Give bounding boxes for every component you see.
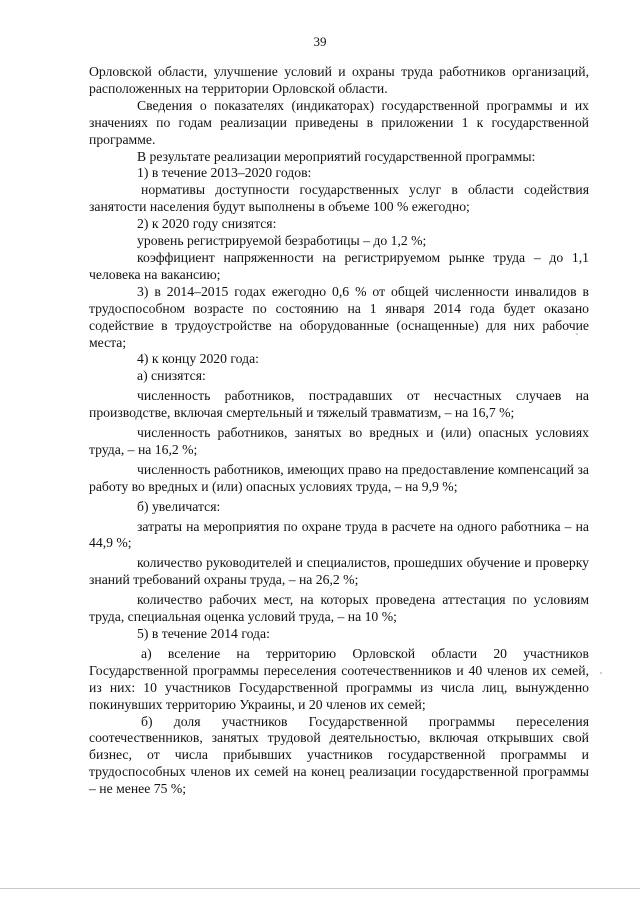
scan-speck	[600, 672, 602, 674]
paragraph-indicators: Сведения о показателях (индикаторах) государственной программы и их значениях по годам реализации приведены в приложении 1 к государственной программе.	[89, 97, 589, 147]
list-item-4: 4) к концу 2020 года:	[137, 351, 259, 367]
scan-speck	[576, 333, 578, 335]
paragraph-workplace-certification: количество рабочих мест, на которых проведена аттестация по условиям труда, специальная оценка условий труда, – на 10 %;	[89, 592, 589, 625]
paragraph-compensation: численность работников, имеющих право на предоставление компенсаций за работу во вредных и (или) опасных условиях труда, – на 9,9 %;	[89, 461, 589, 494]
list-item-1: 1) в течение 2013–2020 годов:	[137, 165, 312, 181]
list-item-3: 3) в 2014–2015 годах ежегодно 0,6 % от общей численности инвалидов в трудоспособном возрасте по состоянию на 1 января 2014 года будет оказано содействие в трудоустройстве на оборудованные (оснащенные) для них рабочие места;	[89, 283, 589, 350]
bottom-edge-line	[0, 888, 640, 889]
page-number: 39	[313, 34, 327, 49]
paragraph-services-norms: нормативы доступности государственных услуг в области содействия занятости населения будут выполнены в объеме 100 % ежегодно;	[89, 182, 589, 215]
sub-item-b-increase: б) увеличатся:	[137, 498, 221, 514]
sub-item-b-employment-share: б) доля участников Государственной программы переселения соотечественников, занятых трудовой деятельностью, включая открывших свой бизнес, от числа прибывших участников государственной программы и трудоспособных членов их семей на конец реализации государственной программы – не менее 75 %;	[89, 713, 589, 797]
sub-item-a-decrease: а) снизятся:	[137, 368, 206, 384]
list-item-5: 5) в течение 2014 года:	[137, 626, 270, 641]
document-body	[89, 64, 589, 798]
paragraph-hazardous-conditions: численность работников, занятых во вредных и (или) опасных условиях труда, – на 16,2 %;	[89, 425, 589, 457]
paragraph-training: количество руководителей и специалистов, прошедших обучение и проверку знаний требований охраны труда, – на 26,2 %;	[89, 555, 589, 588]
paragraph-results-intro: В результате реализации мероприятий государственной программы:	[137, 148, 536, 164]
paragraph-injured-workers: численность работников, пострадавших от несчастных случаев на производстве, включая смертельный и тяжелый травматизм, – на 16,7 %;	[89, 388, 589, 421]
sub-item-a-resettlement: а) вселение на территорию Орловской области 20 участников Государственной программы переселения соотечественников и 40 членов их семей, из них: 10 участников Государственной программы из числа лиц, вынужденно покинувших территорию Украины, и 20 членов их семей;	[89, 645, 589, 712]
paragraph-safety-costs: затраты на мероприятия по охране труда в расчете на одного работника – на 44,9 %;	[89, 518, 589, 551]
paragraph-tension-ratio: коэффициент напряженности на регистрируемом рынке труда – до 1,1 человека на вакансию;	[89, 249, 589, 282]
paragraph-continuation: Орловской области, улучшение условий и охраны труда работников организаций, расположенных на территории Орловской области.	[89, 64, 589, 96]
list-item-2: 2) к 2020 году снизятся:	[137, 216, 277, 232]
paragraph-unemployment: уровень регистрируемой безработицы – до 1,2 %;	[137, 233, 427, 249]
